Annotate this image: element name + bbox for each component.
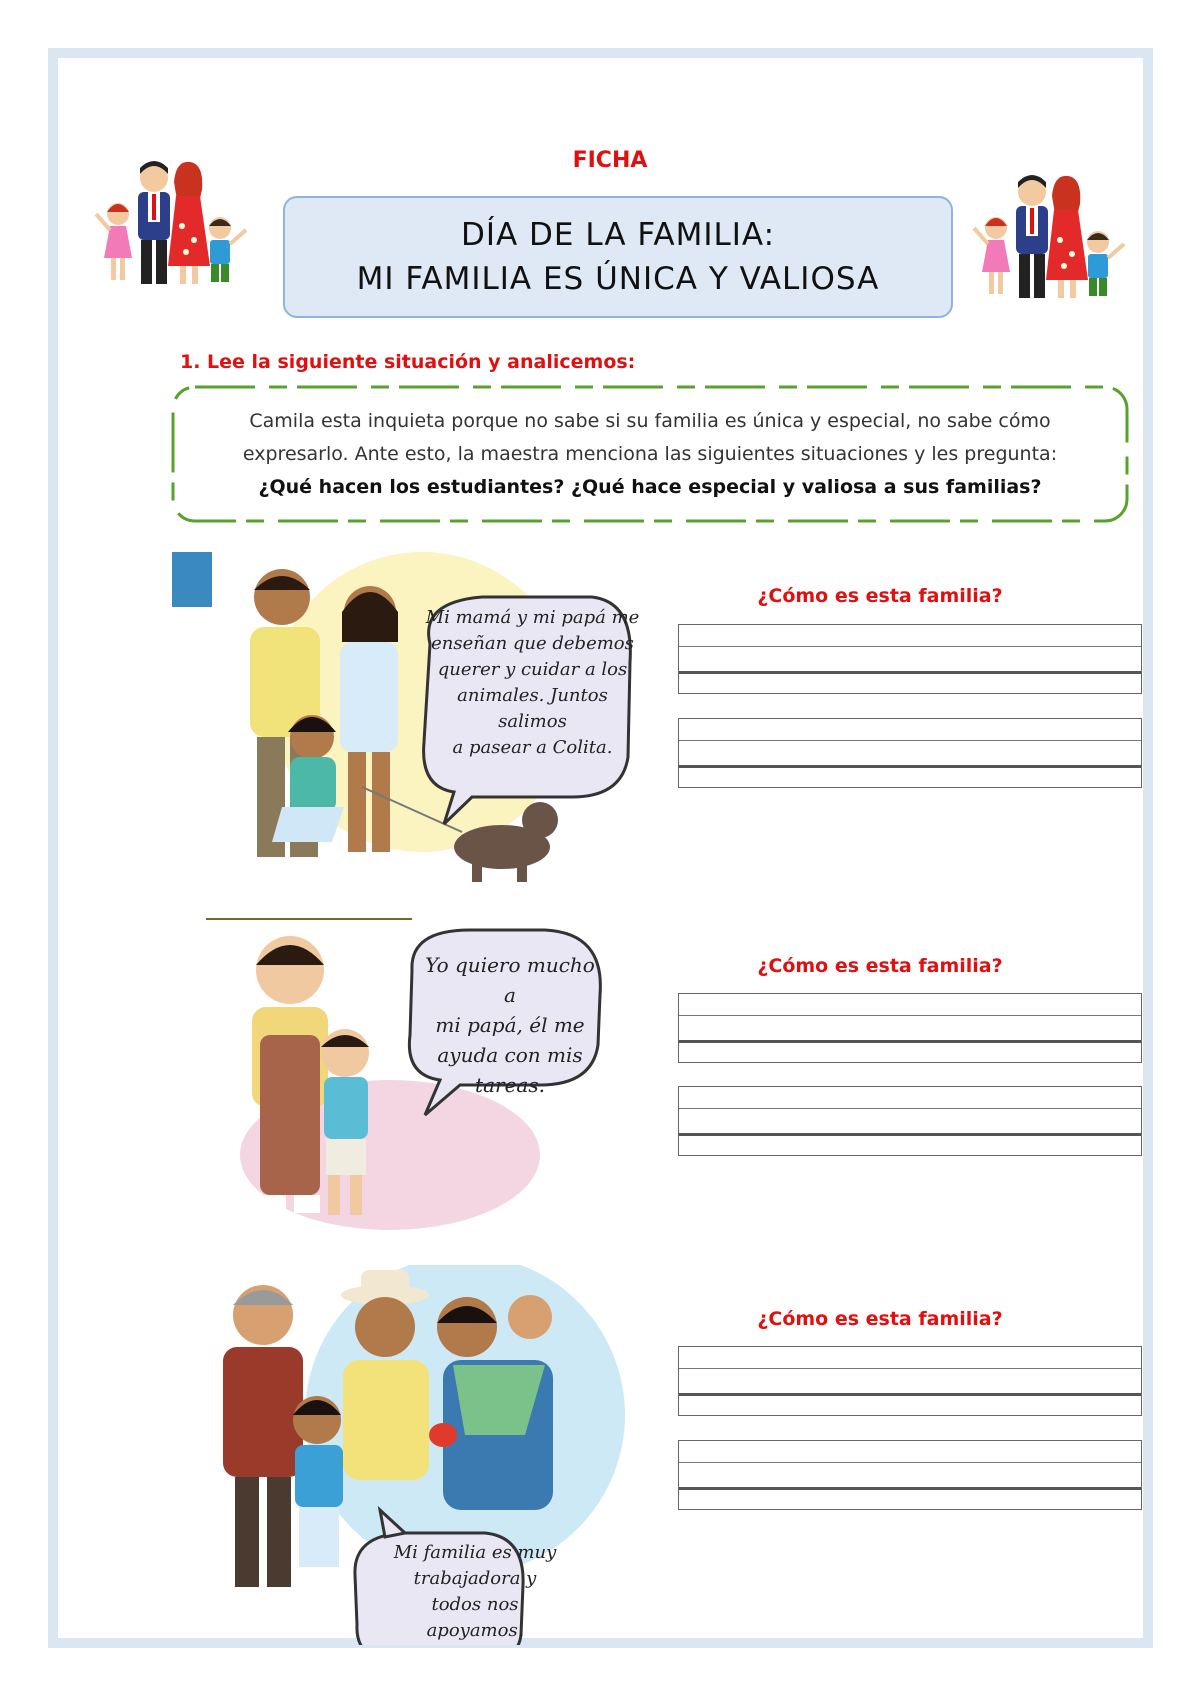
situation-line-2: expresarlo. Ante esto, la maestra menciona las siguientes situaciones y les pregunta: (242, 443, 1058, 465)
divider (206, 918, 412, 920)
bubble-line: querer y cuidar a los (437, 659, 628, 680)
answer-field[interactable] (678, 993, 1142, 1063)
bubble-line: tareas. (475, 1073, 545, 1097)
family-group-icon (92, 156, 252, 296)
family-group-icon (970, 170, 1130, 310)
title-line-1: DÍA DE LA FAMILIA: (460, 217, 776, 253)
bubble-line: Mi familia es muy (393, 1542, 557, 1563)
question-label-2: ¿Cómo es esta familia? (757, 955, 1003, 977)
situation-question: ¿Qué hacen los estudiantes? ¿Qué hace especial y valiosa a sus familias? (258, 476, 1042, 498)
bubble-line: apoyamos. (426, 1620, 524, 1641)
title-line-2: MI FAMILIA ES ÚNICA Y VALIOSA (356, 261, 880, 297)
speech-bubble-3 (390, 1540, 560, 1644)
bubble-line: enseñan que debemos (431, 633, 634, 654)
question-label-1: ¿Cómo es esta familia? (757, 585, 1003, 607)
answer-field[interactable] (678, 1086, 1142, 1156)
section-heading: 1. Lee la siguiente situación y analicemos: (180, 351, 636, 373)
bubble-line: Mi mamá y mi papá me (425, 607, 640, 628)
speech-bubble-2 (420, 950, 600, 1100)
situation-line-1: Camila esta inquieta porque no sabe si su familia es única y especial, no sabe cómo (249, 410, 1051, 432)
answer-field[interactable] (678, 1346, 1142, 1416)
bubble-line: todos nos (431, 1594, 519, 1615)
bubble-line: animales. Juntos salimos (457, 685, 608, 732)
title-box (283, 196, 953, 318)
answer-field[interactable] (678, 718, 1142, 788)
question-label-3: ¿Cómo es esta familia? (757, 1308, 1003, 1330)
bubble-line: a pasear a Colita. (452, 737, 613, 758)
answer-field[interactable] (678, 624, 1142, 694)
answer-field[interactable] (678, 1440, 1142, 1510)
bubble-line: trabajadora y (413, 1568, 537, 1589)
bubble-line: ayuda con mis (437, 1043, 583, 1067)
situation-text (178, 405, 1122, 504)
ficha-label: FICHA (572, 148, 648, 173)
bubble-line: Yo quiero mucho a (425, 953, 595, 1007)
speech-bubble-1 (425, 605, 640, 761)
bubble-line: mi papá, él me (435, 1013, 585, 1037)
